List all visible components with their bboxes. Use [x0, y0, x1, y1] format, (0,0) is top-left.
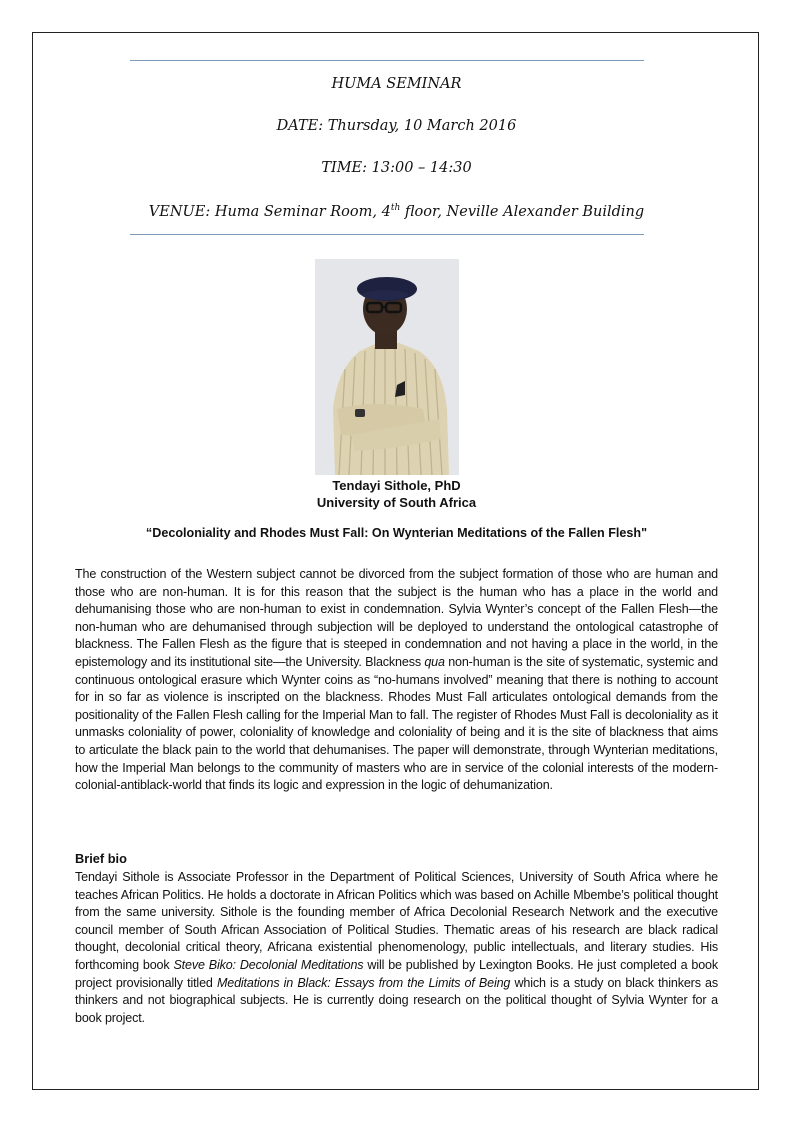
seminar-date: DATE: Thursday, 10 March 2016 [276, 118, 517, 134]
bio-heading: Brief bio [75, 851, 127, 866]
bio-text [75, 869, 718, 1027]
seminar-venue [0, 203, 793, 220]
speaker-affiliation: University of South Africa [316, 495, 477, 510]
speaker-name: Tendayi Sithole, PhD [332, 478, 461, 493]
abstract-italic-text: qua [424, 654, 445, 669]
bio-text-part: Tendayi Sithole is Associate Professor in the Department of Political Sciences, University of South Africa where he teaches African Politics. He holds a doctorate in African Politics which was based on Achille Mbembe’s political thought from the same university. Sithole is the founding member of Africa Decolonial Research Network and the executive council member of South African Association of Political Studies. Thematic areas of his research are black radical thought, decolonial critical theory, Africana existential phenomenology, public intellectuals, and literary studies. His forthcoming book [75, 870, 718, 972]
talk-abstract [75, 566, 718, 795]
venue-text: VENUE: Huma Seminar Room, 4 [148, 203, 391, 220]
speaker-photo [315, 259, 459, 475]
abstract-text: The construction of the Western subject cannot be divorced from the subject formation of those who are human and those who are non-human. It is for this reason that the subject is the human who has a place in the world and dehumanising those who are non-human to exist in condemnation. Sylvia Wynter’s concept of the Fallen Flesh—the non-human who are dehumanised through subjection will be deployed to understand the ontological catastrophe of blackness. The Fallen Flesh as the figure that is steeped in condemnation and not having a place in the world, in the epistemology and its institutional site—the University. Blackness [75, 567, 718, 669]
header-bottom-rule [130, 234, 644, 235]
seminar-title: HUMA SEMINAR [331, 76, 462, 92]
seminar-time: TIME: 13:00 – 14:30 [321, 160, 472, 176]
bio-book-title: Steve Biko: Decolonial Meditations [173, 957, 364, 972]
venue-text-suffix: floor, Neville Alexander Building [400, 203, 645, 220]
bio-text-part: which is a study on black thinkers as thinkers and not biographical subjects. He is currently doing research on the political thought of Sylvia Wynter for a book project. [75, 975, 718, 1025]
bio-book-title: Meditations in Black: Essays from the Limits of Being [216, 975, 511, 990]
speaker-portrait-illustration [315, 259, 459, 475]
bio-text-part: will be published by Lexington Books. He just completed a book project provisionally titled [75, 957, 719, 990]
abstract-text-continued: non-human is the site of systematic, systemic and continuous ontological erasure which Wynter coins as “no-humans involved” meaning that there is nothing to account for in so far as violence is inscripted on the blackness. Rhodes Must Fall articulates ontological demands from the positionality of the Fallen Flesh calling for the Imperial Man to fall. The register of Rhodes Must Fall is decoloniality as it unmasks coloniality of power, coloniality of knowledge and coloniality of being and it is the site of blackness that aims to articulate the black pain to the world that dehumanises. The paper will demonstrate, through Wynterian meditations, how the Imperial Man belongs to the community of masters who are in service of the colonial interests of the modern-colonial-antiblack-world that finds its logic and expression in the logic of dehumanization. [75, 654, 718, 793]
talk-title: “Decoloniality and Rhodes Must Fall: On Wynterian Meditations of the Fallen Flesh" [145, 526, 648, 540]
venue-superscript: th [390, 203, 401, 213]
header-top-rule [130, 60, 644, 61]
